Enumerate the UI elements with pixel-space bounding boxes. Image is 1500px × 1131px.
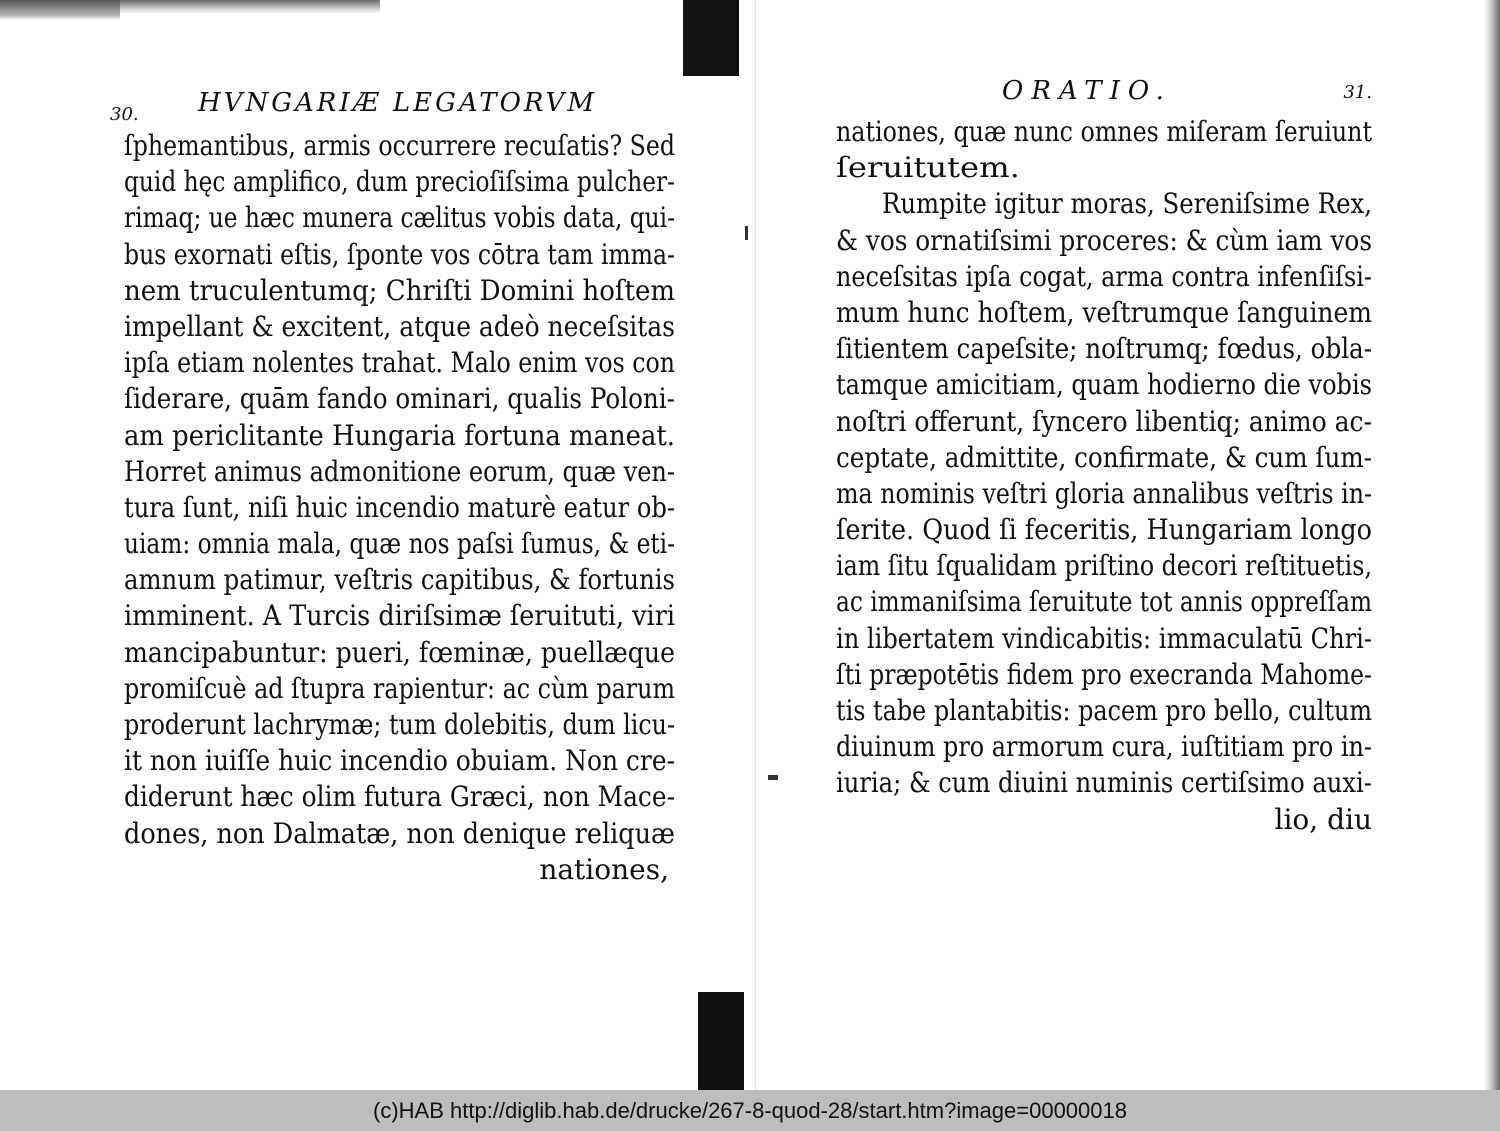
page-number: 31. (1343, 82, 1372, 103)
page-number: 30. (110, 104, 139, 125)
text-line: Horret animus admonitione eorum, quæ ven- (124, 454, 675, 488)
text-line: neceſsitas ipſa cogat, arma contra infenſiſsi- (836, 259, 1372, 293)
text-line: diderunt hæc olim futura Græci, non Mace- (124, 780, 675, 814)
text-block (110, 128, 675, 888)
left-page (110, 84, 675, 888)
page-header (832, 76, 1372, 112)
page-header (110, 84, 675, 125)
page-edge-shadow (0, 0, 120, 20)
text-line: imminent. A Turcis diriſsimæ ſeruituti, viri (124, 599, 675, 633)
text-line: noſtri offerunt, ſyncero libentiq; animo ac- (836, 404, 1372, 438)
text-line: in libertatem vindicabitis: immaculatū Chri- (836, 621, 1372, 655)
binding-tab (683, 0, 739, 76)
text-line: impellant & excitent, atque adeò neceſsitas (124, 309, 675, 343)
running-head: ORATIO. (1002, 76, 1172, 106)
text-line: promiſcuè ad ſtupra rapientur: ac cùm parum (124, 671, 675, 705)
text-block (832, 114, 1372, 838)
text-line: ſeruitutem. (836, 151, 1020, 185)
text-line: uiam: omnia mala, quæ nos paſsi ſumus, & eti- (124, 527, 675, 561)
ink-speck (745, 226, 748, 240)
text-line: diuinum pro armorum cura, iuſtitiam pro in- (836, 730, 1372, 764)
right-page (832, 76, 1372, 838)
running-head: HVNGARIÆ LEGATORVM (198, 88, 597, 118)
text-line: bus exornati eſtis, ſponte vos cōtra tam imma- (124, 237, 675, 271)
text-line: nationes, quæ nunc omnes miſeram ſeruiunt (836, 115, 1372, 148)
gutter (755, 0, 756, 1090)
text-line: dones, non Dalmatæ, non denique reliquæ (124, 816, 675, 850)
text-line: ſitientem capeſsite; noſtrumq; fœdus, obla- (836, 332, 1372, 366)
text-line: Rumpite igitur moras, Sereniſsime Rex, (882, 187, 1372, 221)
text-line: am periclitante Hungaria fortuna maneat. (124, 418, 675, 452)
text-line: mum hunc hoſtem, veſtrumque ſanguinem (836, 295, 1372, 329)
text-line: ſiderare, quām fando ominari, qualis Poloni- (124, 382, 675, 416)
text-line: & vos ornatiſsimi proceres: & cùm iam vos (836, 223, 1372, 257)
text-line: proderunt lachrymæ; tum dolebitis, dum licu- (124, 708, 675, 741)
page-edge-shadow (1484, 0, 1500, 1090)
text-line: iuria; & cum diuini numinis certiſsimo auxi- (836, 766, 1372, 800)
text-line: nem truculentumq; Chriſti Domini hoſtem (124, 273, 675, 307)
text-line: ma nominis veſtri gloria annalibus veſtris in- (836, 476, 1372, 510)
text-line: amnum patimur, veſtris capitibus, & fortunis (124, 563, 675, 597)
binding-tab (698, 992, 744, 1090)
text-line: rimaq; ue hæc munera cælitus vobis data, qui- (124, 201, 675, 235)
catchword: nationes, (539, 852, 669, 886)
text-line: ac immaniſsima ſeruitute tot annis oppreſſam (836, 585, 1372, 619)
text-line: ceptate, admittite, confirmate, & cum ſum- (836, 440, 1372, 474)
text-line: tamque amicitiam, quam hodierno die vobis (836, 368, 1372, 402)
text-line: iam ſitu ſqualidam priſtino decori reſtituetis, (836, 549, 1372, 583)
text-line: ipſa etiam nolentes trahat. Malo enim vos con (124, 346, 675, 380)
footer-credit-text: (c)HAB http://diglib.hab.de/drucke/267-8-quod-28/start.htm?image=00000018 (373, 1097, 1127, 1123)
footer-credit-bar (0, 1090, 1500, 1131)
text-line: quid hęc amplifico, dum precioſiſsima pulcher- (124, 165, 675, 199)
text-line: it non iuiſſe huic incendio obuiam. Non cre- (124, 744, 675, 778)
ink-speck (768, 775, 778, 780)
text-line: tura ſunt, niſi huic incendio maturè eatur ob- (124, 490, 675, 524)
text-line: ſerite. Quod ſi feceritis, Hungariam longo (836, 513, 1372, 547)
text-line: ſti præpotētis fidem pro execranda Mahome- (836, 657, 1372, 691)
text-line: ſphemantibus, armis occurrere recuſatis? Sed (124, 129, 675, 162)
text-line: mancipabuntur: pueri, fœminæ, puellæque (124, 635, 675, 669)
text-line: tis tabe plantabitis: pacem pro bello, cultum (836, 694, 1372, 727)
catchword: lio, diu (1274, 802, 1372, 836)
